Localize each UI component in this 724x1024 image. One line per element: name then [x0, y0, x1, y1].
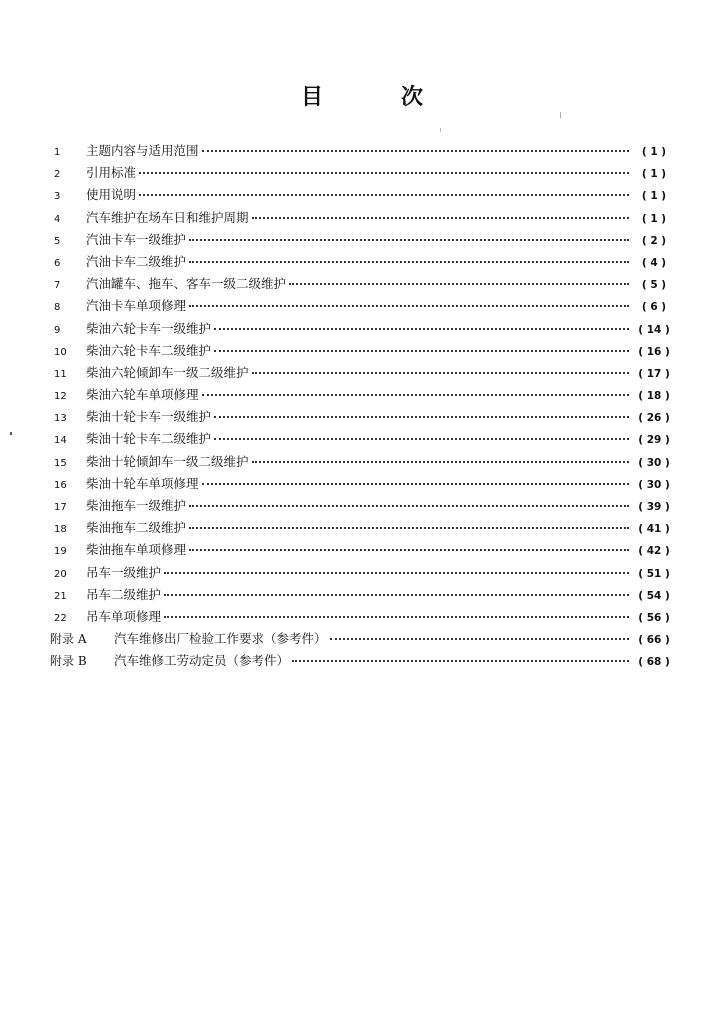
toc-number: 19 — [54, 546, 67, 558]
toc-page-number: ( 68 ) — [638, 656, 670, 669]
toc-dot-leader — [330, 628, 629, 640]
toc-entry-title: 使用说明 — [86, 187, 137, 203]
toc-entry-title: 柴油拖车二级维护 — [86, 520, 187, 536]
toc-row — [50, 473, 676, 495]
toc-row — [50, 606, 676, 628]
toc-number: 3 — [54, 191, 61, 203]
toc-dot-leader — [202, 473, 629, 485]
toc-number: 17 — [54, 502, 67, 513]
toc-entry-title: 汽车维修出厂检验工作要求（参考件） — [114, 631, 327, 647]
toc-page-number: ( 39 ) — [638, 501, 670, 513]
toc-page-number: ( 51 ) — [638, 567, 670, 580]
toc-entry-title: 柴油十轮倾卸车一级二级维护 — [86, 453, 249, 469]
toc-number: 16 — [54, 479, 67, 491]
toc-page-number: ( 17 ) — [638, 367, 670, 380]
toc-entry-title: 柴油六轮卡车一级维护 — [86, 320, 212, 336]
toc-row — [50, 406, 676, 428]
toc-entry-title: 柴油十轮卡车二级维护 — [86, 431, 212, 447]
toc-entry-title: 吊车一级维护 — [86, 564, 162, 580]
toc-entry-title: 柴油拖车单项修理 — [86, 542, 187, 558]
toc-dot-leader — [252, 362, 629, 374]
toc-entry-title: 汽油卡车二级维护 — [86, 253, 187, 269]
toc-row — [50, 495, 676, 517]
page-title: 目 次 — [300, 85, 451, 110]
toc-dot-leader — [189, 539, 629, 551]
toc-entry-title: 主题内容与适用范围 — [86, 143, 199, 158]
toc-number: 2 — [54, 169, 61, 181]
toc-page-number: ( 1 ) — [641, 212, 667, 225]
toc-page-number: ( 56 ) — [638, 611, 670, 624]
toc-page-number: ( 30 ) — [638, 456, 670, 469]
toc-number: 5 — [54, 235, 61, 247]
toc-page-number: ( 26 ) — [638, 412, 670, 425]
toc-number: 22 — [54, 612, 67, 624]
toc-dot-leader — [292, 650, 629, 662]
toc-number: 10 — [54, 346, 67, 358]
toc-dot-leader — [164, 606, 629, 618]
toc-entry-title: 汽车维护在场车日和维护周期 — [86, 209, 249, 225]
toc-page-number: ( 14 ) — [638, 323, 670, 336]
toc-row — [50, 184, 676, 206]
toc-page-number: ( 54 ) — [638, 589, 670, 602]
toc-row — [50, 273, 676, 295]
toc-number: 6 — [54, 257, 61, 269]
scan-speck — [560, 112, 561, 118]
toc-row — [50, 318, 676, 340]
toc-number: 4 — [54, 213, 61, 225]
toc-row — [50, 451, 676, 473]
toc-appendix-label: 附录 A — [50, 632, 87, 647]
toc-page-number: ( 16 ) — [638, 345, 670, 358]
toc-page-number: ( 41 ) — [638, 523, 670, 536]
toc-row — [50, 384, 676, 406]
toc-page-number: ( 42 ) — [638, 545, 670, 558]
toc-row — [50, 362, 676, 384]
toc-row — [50, 229, 676, 251]
toc-row — [50, 517, 676, 539]
toc-appendix-label: 附录 B — [50, 654, 87, 669]
toc-entry-title: 柴油六轮卡车二级维护 — [86, 342, 212, 358]
toc-entry-title: 柴油十轮车单项修理 — [86, 475, 199, 491]
toc-dot-leader — [189, 295, 629, 307]
toc-row — [50, 539, 676, 561]
toc-number: 13 — [54, 413, 67, 425]
toc-dot-leader — [164, 562, 629, 574]
toc-page-number: ( 29 ) — [638, 434, 670, 447]
toc-dot-leader — [139, 162, 629, 174]
toc-number: 7 — [54, 280, 61, 292]
toc-number: 21 — [54, 590, 67, 602]
toc-entry-title: 吊车单项修理 — [86, 608, 162, 624]
toc-number: 8 — [54, 302, 61, 314]
toc-dot-leader — [214, 406, 629, 418]
toc-row — [50, 584, 676, 606]
toc-page-number: ( 1 ) — [641, 168, 667, 181]
toc-number: 18 — [54, 524, 67, 536]
toc-entry-title: 汽油卡车一级维护 — [86, 231, 187, 247]
toc-appendix-row — [50, 628, 676, 650]
toc-entry-title: 吊车二级维护 — [86, 586, 162, 602]
toc-dot-leader — [252, 207, 629, 219]
toc-number: 15 — [54, 457, 67, 469]
scan-speck — [440, 128, 441, 132]
toc-entry-title: 柴油拖车一级维护 — [86, 498, 187, 513]
toc-appendix-row — [50, 650, 676, 672]
toc-page-number: ( 30 ) — [638, 478, 670, 491]
toc-entry-title: 柴油六轮倾卸车一级二级维护 — [86, 364, 249, 380]
toc-page-number: ( 66 ) — [638, 634, 670, 647]
toc-dot-leader — [189, 517, 629, 529]
toc-dot-leader — [289, 273, 629, 285]
toc-page-number: ( 18 ) — [638, 390, 670, 403]
toc-number: 9 — [54, 324, 61, 336]
toc-row — [50, 428, 676, 450]
toc-page-number: ( 1 ) — [641, 190, 667, 203]
toc-number: 14 — [54, 435, 67, 447]
toc-number: 12 — [54, 391, 67, 403]
toc-number: 1 — [54, 147, 61, 158]
toc-dot-leader — [189, 229, 629, 241]
toc-page-number: ( 2 ) — [641, 234, 667, 247]
toc-row — [50, 562, 676, 584]
toc-page-number: ( 1 ) — [641, 146, 667, 158]
toc-dot-leader — [189, 495, 629, 507]
toc-dot-leader — [202, 384, 629, 396]
toc-row — [50, 162, 676, 184]
toc-row — [50, 340, 676, 362]
toc-entry-title: 柴油十轮卡车一级维护 — [86, 409, 212, 425]
toc-entry-title: 引用标准 — [86, 165, 137, 181]
toc-page-number: ( 6 ) — [641, 301, 667, 314]
toc-dot-leader — [252, 451, 629, 463]
toc-row — [50, 251, 676, 273]
toc-row — [50, 207, 676, 229]
toc-page-number: ( 4 ) — [641, 256, 667, 269]
toc-dot-leader — [202, 140, 629, 152]
toc-row — [50, 140, 676, 162]
toc-dot-leader — [214, 428, 629, 440]
toc-entry-title: 柴油六轮车单项修理 — [86, 387, 199, 403]
toc-dot-leader — [214, 318, 629, 330]
toc-dot-leader — [189, 251, 629, 263]
toc-number: 20 — [54, 568, 67, 580]
toc-dot-leader — [139, 184, 629, 196]
toc-entry-title: 汽车维修工劳动定员（参考件） — [114, 653, 290, 669]
toc-row — [50, 295, 676, 317]
table-of-contents — [50, 140, 676, 673]
toc-page-number: ( 5 ) — [641, 279, 667, 292]
scan-speck — [10, 432, 12, 435]
toc-dot-leader — [164, 584, 629, 596]
toc-entry-title: 汽油卡车单项修理 — [86, 298, 187, 314]
toc-number: 11 — [54, 368, 67, 380]
toc-dot-leader — [214, 340, 629, 352]
toc-entry-title: 汽油罐车、拖车、客车一级二级维护 — [86, 276, 287, 292]
